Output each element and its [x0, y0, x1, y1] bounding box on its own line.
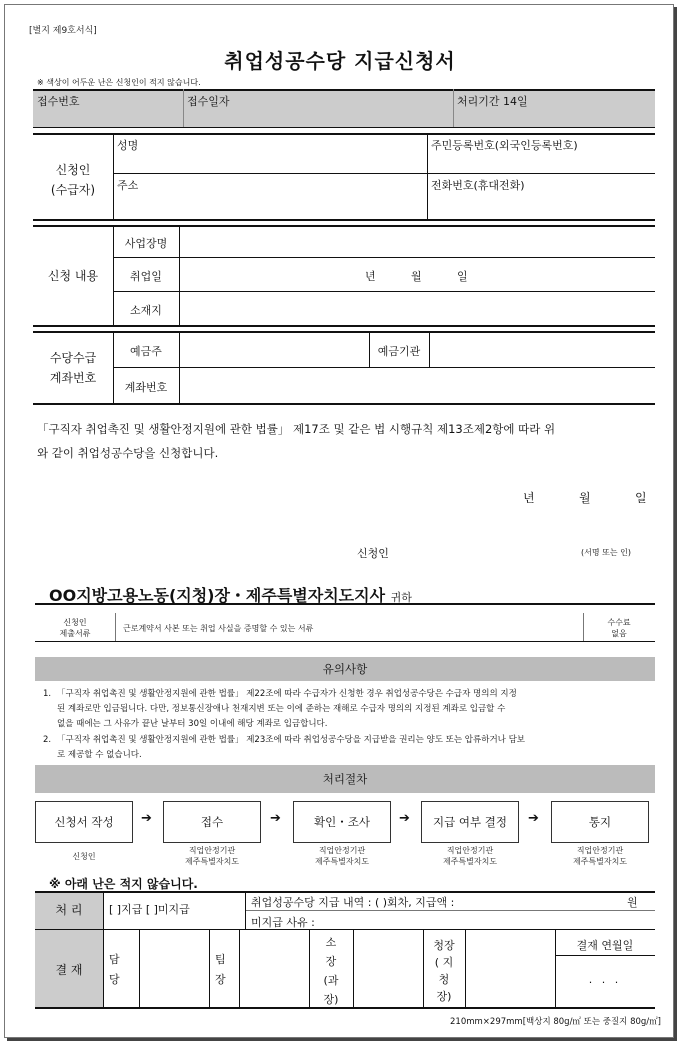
- signature-note: (서명 또는 인): [581, 548, 631, 557]
- fee-value: 없음: [611, 629, 627, 638]
- team-lead-label-line: 팀: [215, 953, 226, 966]
- step-actor: [163, 845, 261, 867]
- arrow-icon: ➔: [399, 811, 410, 826]
- office-head-label-line: 소: [325, 936, 337, 949]
- receipt-row: [33, 89, 655, 127]
- staff-label-line: 당: [109, 973, 120, 986]
- employment-month-label: 월: [411, 270, 422, 283]
- office-head-label: [309, 933, 353, 1009]
- procedure-header: 처리절차: [35, 765, 655, 793]
- divider: [183, 89, 184, 127]
- address-label: 주소: [117, 179, 139, 192]
- documents-sublabel: 제출서류: [59, 629, 91, 638]
- divider: [33, 225, 655, 227]
- step-verification: 확인・조사: [293, 801, 391, 843]
- statement-line-1: 「구직자 취업촉진 및 생활안정지원에 관한 법률」 제17조 및 같은 법 시행규칙 제13조제2항에 따라 위: [37, 422, 556, 436]
- note-line: 「구직자 취업촉진 및 생활안정지원에 관한 법률」 제22조에 따라 수급자가 신청한 경우 취업성공수당은 수급자 명의의 지정: [57, 689, 517, 699]
- employment-year-label: 년: [365, 270, 376, 283]
- step-actor-line: 제주특별자치도: [314, 857, 370, 866]
- rrn-label: 주민등록번호(외국인등록번호): [431, 139, 578, 152]
- notes-header: 유의사항: [35, 657, 655, 681]
- chief-label-line: 청: [438, 973, 450, 986]
- office-head-label-line: 장): [323, 993, 339, 1006]
- office-use-note: ※ 아래 난은 적지 않습니다.: [49, 877, 198, 891]
- documents-content: 근로계약서 사본 또는 취업 사실을 증명할 수 있는 서류: [123, 624, 314, 633]
- receipt-number-label: 접수번호: [37, 95, 80, 108]
- form-code: [별지 제9호서식]: [29, 26, 97, 36]
- top-note: ※ 색상이 어두운 난은 신청인이 적지 않습니다.: [37, 78, 201, 87]
- note-line: 된 계좌로만 입금됩니다. 다만, 정보통신장애나 천재지변 또는 이에 준하는 재해로 수급자 명의의 지정된 계좌로 입금할 수: [57, 704, 506, 714]
- step-actor-line: 직업안정기관: [318, 846, 366, 855]
- bank-label: 예금기관: [377, 345, 421, 358]
- step-actor: [293, 845, 391, 867]
- chief-label-line: 청장: [433, 939, 455, 952]
- divider: [139, 929, 140, 1007]
- arrow-icon: ➔: [528, 811, 539, 826]
- step-actor: 신청인: [72, 852, 96, 861]
- step-actor-line: 직업안정기관: [446, 846, 494, 855]
- team-lead-label-line: 장: [215, 973, 226, 986]
- step-submit-application: 신청서 작성: [35, 801, 133, 843]
- divider: [429, 331, 430, 367]
- addressee-suffix: 귀하: [390, 591, 412, 604]
- arrow-icon: ➔: [141, 811, 152, 826]
- account-section-sublabel: 계좌번호: [49, 371, 97, 385]
- payment-currency: 원: [627, 896, 638, 909]
- payment-option: [ ]지급 [ ]미지급: [109, 903, 190, 916]
- notes-list: [43, 687, 651, 763]
- divider: [239, 929, 240, 1007]
- chief-label-line: ( 지: [434, 956, 454, 969]
- divider: [35, 641, 655, 642]
- receipt-date-label: 접수일자: [187, 95, 230, 108]
- signing-day-label: 일: [635, 491, 647, 505]
- employment-day-label: 일: [457, 270, 468, 283]
- divider: [465, 929, 466, 1007]
- divider: [115, 613, 116, 641]
- note-line: 로 제공할 수 없습니다.: [57, 750, 142, 760]
- divider: [103, 891, 104, 1007]
- workplace-label: 사업장명: [124, 237, 168, 250]
- arrow-icon: ➔: [270, 811, 281, 826]
- divider: [33, 127, 655, 128]
- divider: [33, 403, 655, 405]
- signature-label: 신청인: [357, 547, 389, 560]
- approval-date-dots: . . .: [588, 973, 622, 986]
- approval-date-label: 결재 연월일: [576, 939, 634, 952]
- step-notification: 통지: [551, 801, 649, 843]
- divider: [113, 173, 655, 174]
- chief-label: [423, 937, 465, 1005]
- step-actor-line: 제주특별자치도: [184, 857, 240, 866]
- divider: [427, 133, 428, 219]
- applicant-section-sublabel: (수급자): [50, 183, 96, 197]
- divider: [113, 291, 655, 292]
- divider: [453, 89, 454, 127]
- signing-year-label: 년: [523, 491, 535, 505]
- divider: [33, 133, 655, 135]
- signing-month-label: 월: [579, 491, 591, 505]
- employment-date-label: 취업일: [130, 270, 162, 283]
- note-number: 2.: [43, 735, 52, 745]
- divider: [33, 325, 655, 327]
- step-actor: [421, 845, 519, 867]
- statement-paragraph: [37, 417, 655, 465]
- divider: [179, 225, 180, 325]
- divider: [35, 603, 655, 605]
- note-line: 없을 때에는 그 사유가 끝난 날부터 30일 이내에 해당 계좌로 입금합니다.: [57, 719, 328, 729]
- nonpayment-reason: 미지급 사유 :: [251, 916, 315, 929]
- payment-detail: 취업성공수당 지급 내역 : ( )회차, 지급액 :: [251, 896, 455, 909]
- approval-label: 결 재: [55, 963, 83, 977]
- phone-label: 전화번호(휴대전화): [431, 179, 525, 192]
- name-label: 성명: [117, 139, 139, 152]
- paper-spec: 210mm×297mm[백상지 80g/㎡ 또는 중질지 80g/㎡]: [450, 1017, 661, 1027]
- divider: [209, 929, 210, 1007]
- statement-line-2: 와 같이 취업성공수당을 신청합니다.: [37, 446, 219, 460]
- office-name: OO지방고용노동(지청)장・제주특별자치도지사: [49, 586, 386, 605]
- divider: [245, 910, 655, 911]
- application-section-label: 신청 내용: [47, 269, 99, 283]
- step-receipt: 접수: [163, 801, 261, 843]
- form-title: 취업성공수당 지급신청서: [224, 49, 456, 73]
- application-form-page: [4, 4, 674, 1038]
- account-number-label: 계좌번호: [124, 381, 168, 394]
- account-section-label: 수당수급: [49, 351, 97, 365]
- applicant-section-label: 신청인: [55, 163, 91, 177]
- step-actor-line: 제주특별자치도: [572, 857, 628, 866]
- divider: [35, 891, 655, 893]
- divider: [33, 89, 655, 91]
- divider: [113, 133, 114, 219]
- fee-label: 수수료: [607, 618, 631, 627]
- processing-period-label: 처리기간 14일: [457, 95, 528, 108]
- staff-label-line: 담: [109, 953, 120, 966]
- step-actor-line: 제주특별자치도: [442, 857, 498, 866]
- divider: [245, 891, 246, 929]
- note-number: 1.: [43, 689, 52, 699]
- step-actor: [551, 845, 649, 867]
- divider: [555, 955, 655, 956]
- divider: [33, 219, 655, 221]
- step-actor-line: 직업안정기관: [576, 846, 624, 855]
- step-payment-decision: 지급 여부 결정: [421, 801, 519, 843]
- divider: [353, 929, 354, 1007]
- note-item: [43, 687, 651, 732]
- office-head-label-line: 장: [325, 955, 337, 968]
- process-label: 처 리: [55, 903, 83, 917]
- documents-label: 신청인: [63, 618, 87, 627]
- step-actor-line: 직업안정기관: [188, 846, 236, 855]
- chief-label-line: 장): [436, 990, 452, 1003]
- account-holder-label: 예금주: [130, 345, 162, 358]
- divider: [33, 331, 655, 333]
- divider: [113, 257, 655, 258]
- divider: [35, 929, 655, 930]
- divider: [113, 367, 655, 368]
- note-item: [43, 733, 651, 763]
- office-head-label-line: (과: [323, 974, 339, 987]
- note-line: 「구직자 취업촉진 및 생활안정지원에 관한 법률」 제23조에 따라 취업성공수당을 지급받을 권리는 양도 또는 압류하거나 담보: [57, 735, 525, 745]
- location-label: 소재지: [130, 304, 162, 317]
